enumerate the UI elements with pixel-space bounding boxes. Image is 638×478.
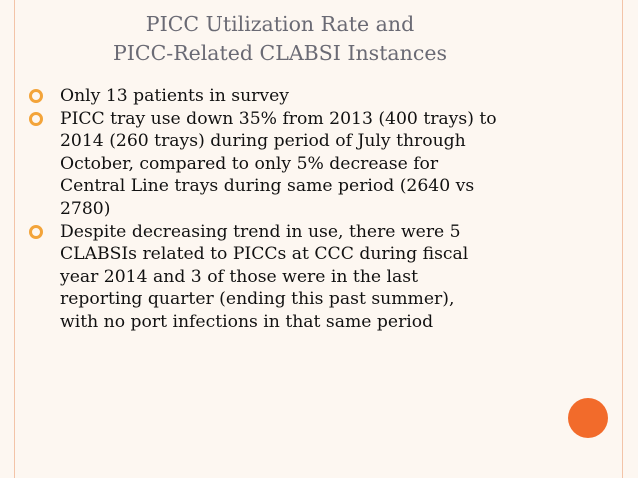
- accent-dot: [568, 398, 608, 438]
- bullet-text-line: Despite decreasing trend in use, there were 5: [60, 221, 461, 242]
- bullet-text-line: reporting quarter (ending this past summer),: [60, 289, 455, 310]
- ring-bullet-icon: [29, 112, 43, 126]
- bullet-text-line: 2014 (260 trays) during period of July through: [60, 131, 466, 152]
- ring-bullet-icon: [29, 89, 43, 103]
- bullet-item-tray-use: [28, 108, 608, 221]
- bullet-text-line: CLABSIs related to PICCs at CCC during fiscal: [60, 244, 469, 265]
- bullet-text-line: 2780): [60, 198, 111, 219]
- bullet-text-line: October, compared to only 5% decrease for: [60, 153, 439, 174]
- bullet-item-clabsi: [28, 221, 608, 334]
- slide-title: [40, 10, 520, 68]
- right-border-line: [622, 0, 623, 478]
- bullet-text-line: PICC tray use down 35% from 2013 (400 trays) to: [60, 108, 497, 129]
- title-line-2: PICC-Related CLABSI Instances: [113, 41, 447, 65]
- bullet-text-line: Central Line trays during same period (2640 vs: [60, 176, 475, 197]
- title-line-1: PICC Utilization Rate and: [145, 12, 415, 36]
- left-border-line: [14, 0, 15, 478]
- bullet-item-patients: [28, 85, 608, 108]
- bullet-text-line: Only 13 patients in survey: [60, 86, 289, 106]
- bullet-text-line: year 2014 and 3 of those were in the last: [60, 266, 418, 287]
- ring-bullet-icon: [29, 225, 43, 239]
- bullet-text-line: with no port infections in that same period: [60, 311, 434, 332]
- bullet-list: [28, 85, 608, 334]
